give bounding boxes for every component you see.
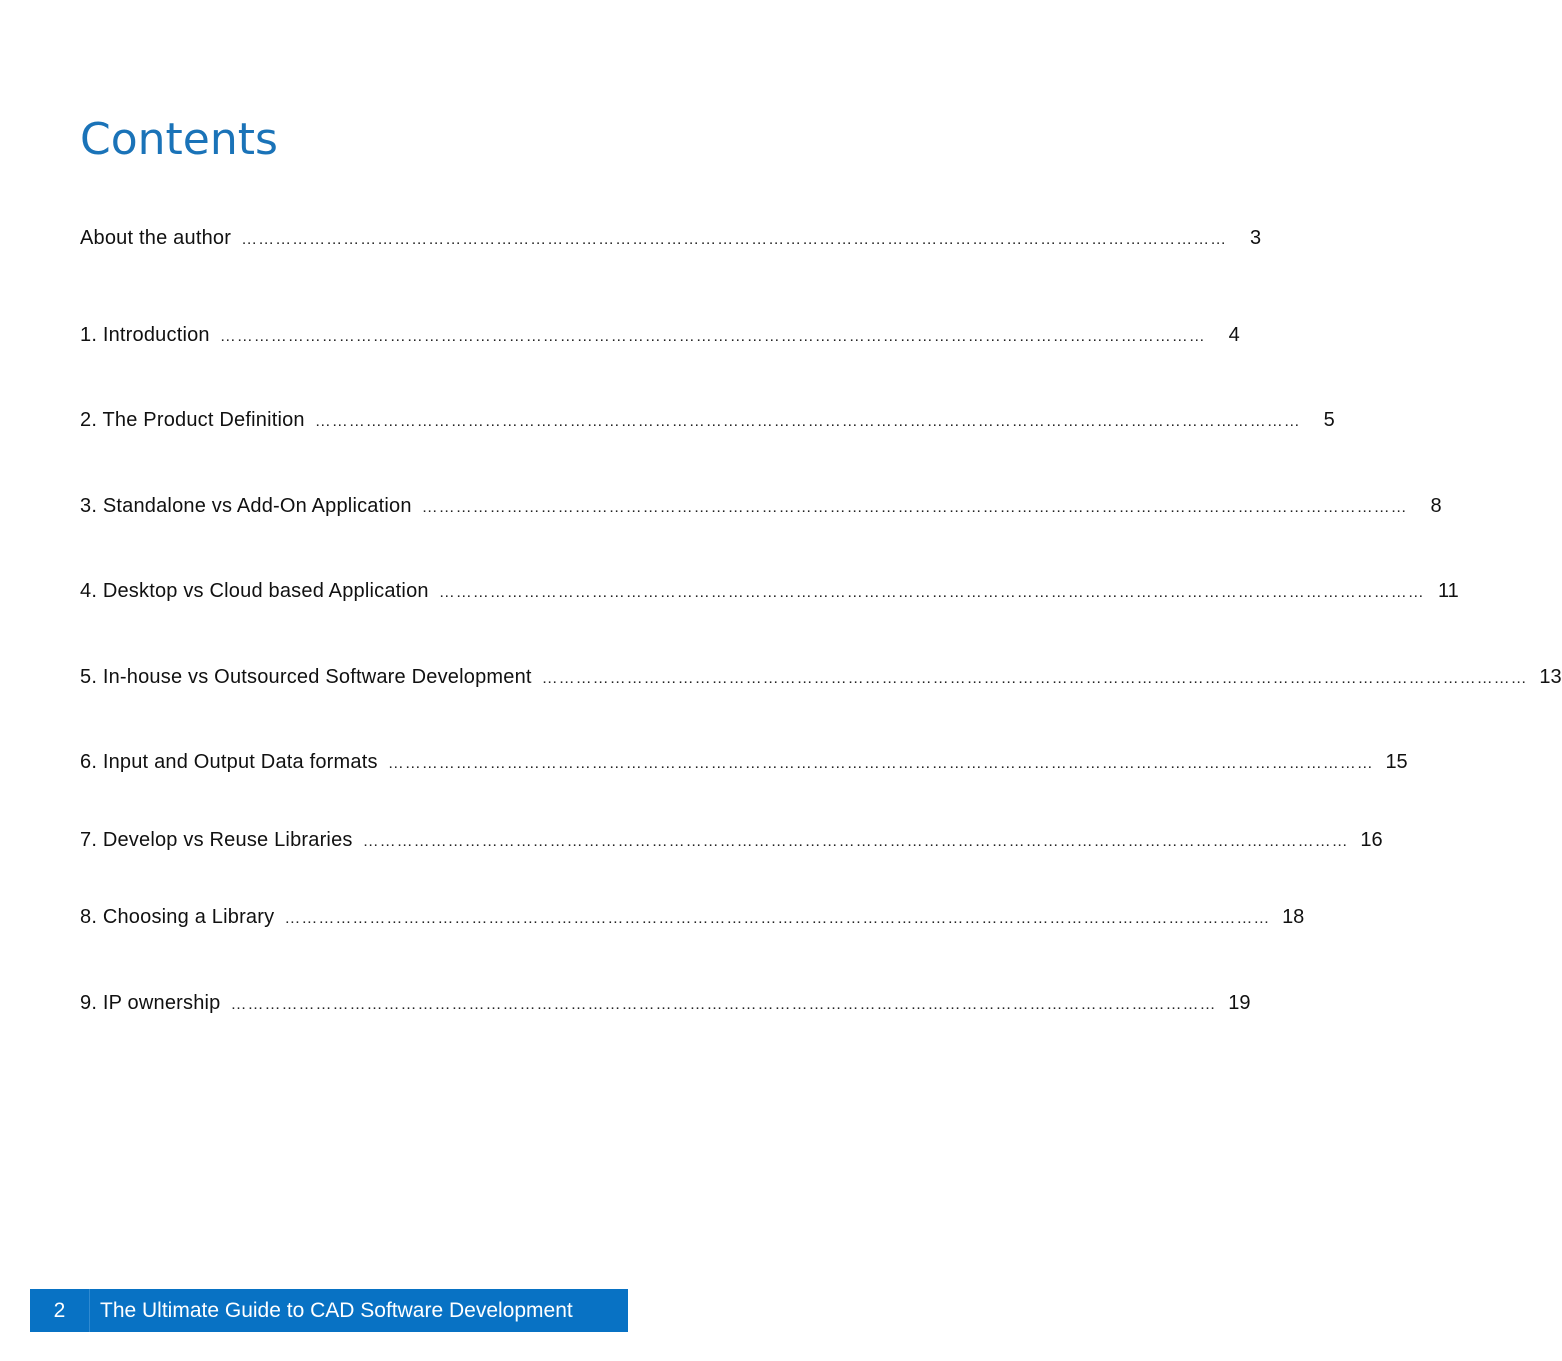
toc-entry-desktop-vs-cloud[interactable] — [80, 577, 1459, 605]
toc-dot-leader: ………………………………………………………………………………………………………………………………………………………… — [541, 670, 1528, 687]
toc-entry-about-the-author[interactable] — [80, 224, 1262, 252]
footer-bar — [30, 1289, 628, 1332]
toc-entry-develop-vs-reuse[interactable] — [80, 826, 1383, 854]
toc-entry-page: 19 — [1228, 992, 1251, 1014]
toc-dot-leader: ………………………………………………………………………………………………………………………………………………………… — [387, 755, 1374, 772]
toc-entry-in-house-vs-outsourced[interactable] — [80, 663, 1562, 691]
toc-entry-page: 15 — [1385, 751, 1408, 773]
toc-entry-product-definition[interactable] — [80, 406, 1335, 434]
toc-entry-page: 8 — [1430, 495, 1442, 517]
toc-entry-title: 9. IP ownership — [80, 992, 221, 1014]
toc-entry-introduction[interactable] — [80, 321, 1240, 349]
toc-entry-choosing-a-library[interactable] — [80, 903, 1305, 931]
toc-entry-ip-ownership[interactable] — [80, 989, 1251, 1017]
toc-entry-title: 7. Develop vs Reuse Libraries — [80, 829, 353, 851]
toc-dot-leader: ………………………………………………………………………………………………………………………………………………………… — [241, 231, 1228, 248]
toc-entry-title: About the author — [80, 227, 232, 249]
toc-dot-leader: ………………………………………………………………………………………………………………………………………………………… — [284, 910, 1271, 927]
toc-entry-title: 6. Input and Output Data formats — [80, 751, 378, 773]
toc-dot-leader: ………………………………………………………………………………………………………………………………………………………… — [421, 499, 1408, 516]
toc-entry-title: 3. Standalone vs Add-On Application — [80, 495, 412, 517]
toc-entry-page: 11 — [1437, 580, 1459, 602]
toc-entry-page: 13 — [1539, 666, 1562, 688]
toc-entry-title: 1. Introduction — [80, 324, 210, 346]
toc-entry-page: 5 — [1323, 409, 1335, 431]
toc-entry-data-formats[interactable] — [80, 748, 1408, 776]
toc-dot-leader: ………………………………………………………………………………………………………………………………………………………… — [438, 584, 1425, 601]
toc-dot-leader: ………………………………………………………………………………………………………………………………………………………… — [219, 328, 1206, 345]
toc-dot-leader: ………………………………………………………………………………………………………………………………………………………… — [230, 996, 1217, 1013]
toc-entry-page: 16 — [1360, 829, 1383, 851]
toc-entry-title: 5. In-house vs Outsourced Software Development — [80, 666, 532, 688]
toc-dot-leader: ………………………………………………………………………………………………………………………………………………………… — [314, 413, 1301, 430]
toc-entry-page: 3 — [1249, 227, 1262, 249]
toc-entry-page: 4 — [1228, 324, 1240, 346]
footer-page-number: 2 — [30, 1289, 90, 1332]
toc-dot-leader: ………………………………………………………………………………………………………………………………………………………… — [362, 833, 1349, 850]
footer-book-title: The Ultimate Guide to CAD Software Development — [100, 1298, 573, 1322]
toc-entry-title: 4. Desktop vs Cloud based Application — [80, 580, 429, 602]
toc-entry-page: 18 — [1282, 906, 1305, 928]
toc-entry-title: 8. Choosing a Library — [80, 906, 275, 928]
toc-entry-standalone-vs-add-on[interactable] — [80, 492, 1442, 520]
page-title: Contents — [80, 114, 278, 165]
toc-entry-title: 2. The Product Definition — [80, 409, 305, 431]
